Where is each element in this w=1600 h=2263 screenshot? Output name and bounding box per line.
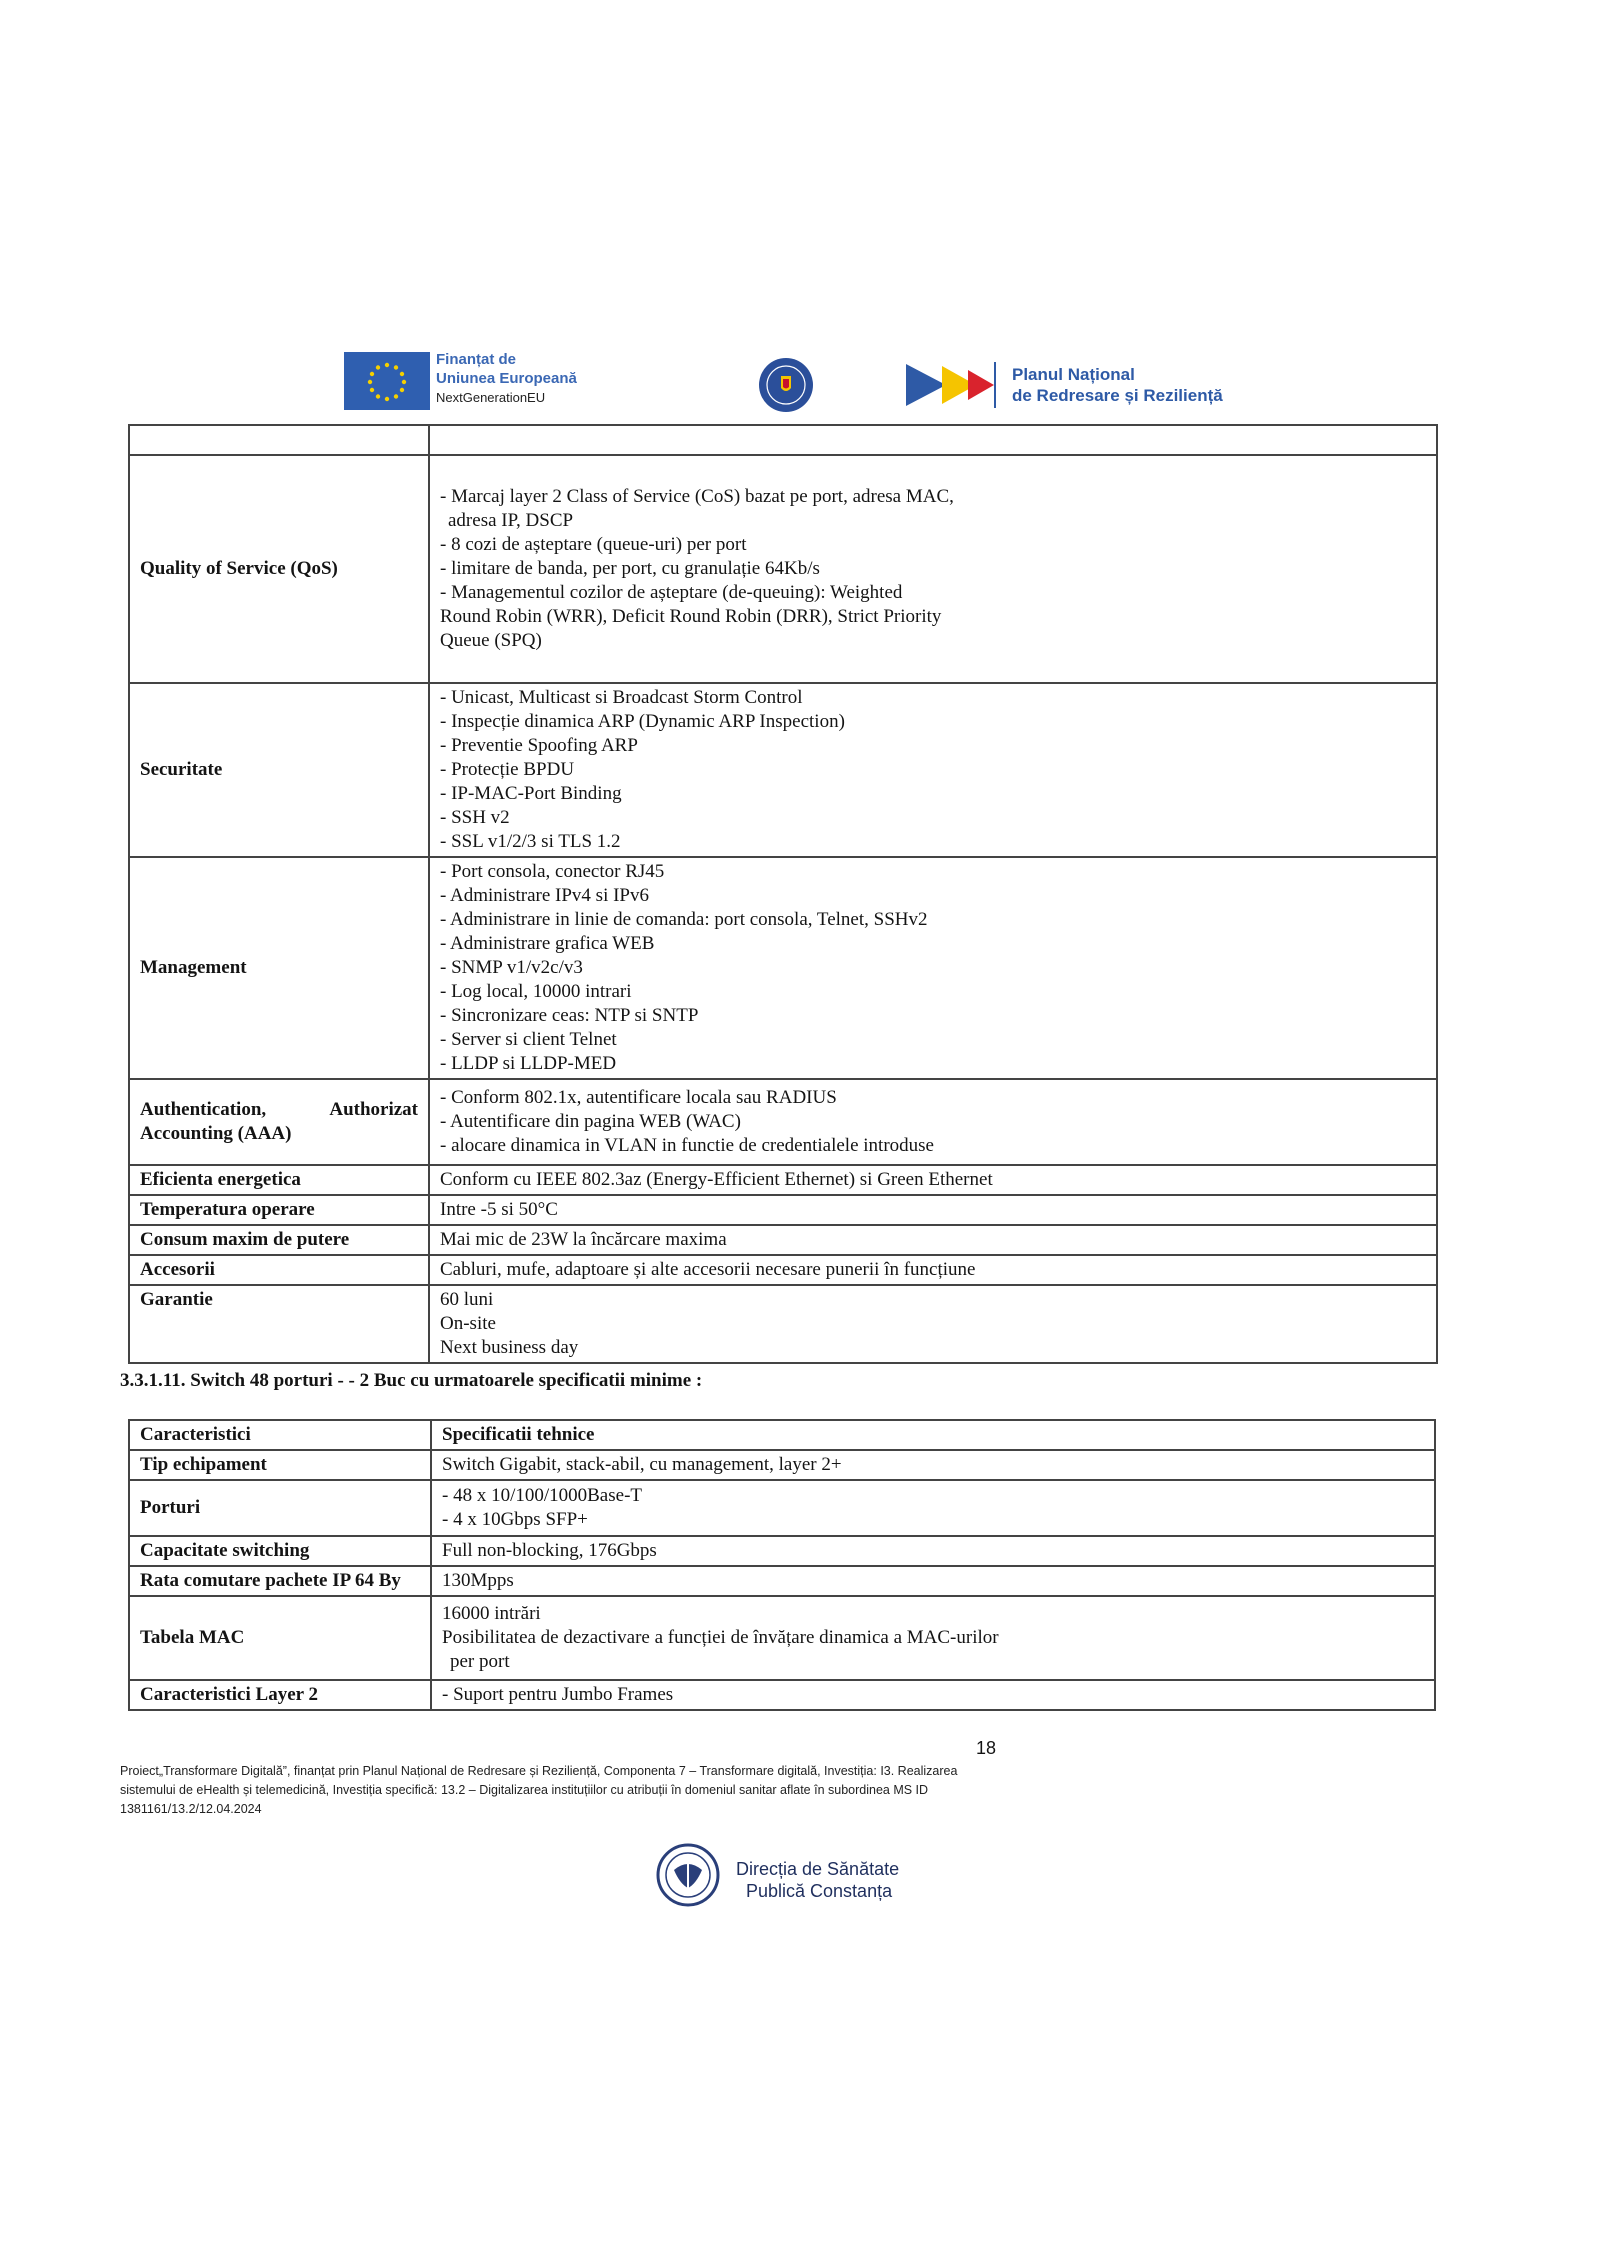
table-row (129, 425, 1437, 455)
value-line: - limitare de banda, per port, cu granulație 64Kb/s (440, 558, 820, 579)
row-label: Temperatura operare (129, 1195, 429, 1225)
value-line: - Suport pentru Jumbo Frames (442, 1684, 674, 1705)
value-line: - LLDP si LLDP-MED (440, 1053, 617, 1074)
value-line: per port (450, 1651, 510, 1672)
value-line: - SSL v1/2/3 si TLS 1.2 (440, 831, 621, 852)
table-row (129, 1450, 1435, 1480)
row-value (429, 1225, 1437, 1255)
value-line: Cabluri, mufe, adaptoare și alte accesorii necesare punerii în funcțiune (440, 1259, 976, 1280)
value-line: - alocare dinamica in VLAN in functie de credentialele introduse (440, 1135, 934, 1156)
header-logos (344, 350, 1224, 418)
eu-funding-text (436, 350, 577, 407)
row-value (429, 1255, 1437, 1285)
value-line: Intre -5 si 50°C (440, 1199, 558, 1220)
romanian-government-seal (759, 358, 813, 412)
row-label: Eficienta energetica (129, 1165, 429, 1195)
dsp-line2: Publică Constanța (746, 1881, 893, 1901)
dsp-line1: Direcția de Sănătate (736, 1859, 900, 1879)
value-line: On-site (440, 1313, 496, 1334)
pnrr-logo (906, 356, 998, 414)
row-value (429, 1195, 1437, 1225)
pnrr-line2: de Redresare și Reziliență (1012, 386, 1223, 405)
row-value (431, 1596, 1435, 1680)
row-label: Consum maxim de putere (129, 1225, 429, 1255)
switch-48-spec-table (128, 1419, 1436, 1711)
row-value (429, 455, 1437, 683)
value-line: - Unicast, Multicast si Broadcast Storm Control (440, 687, 803, 708)
row-label: Tabela MAC (129, 1596, 431, 1680)
value-line: Next business day (440, 1337, 579, 1358)
value-line: - Managementul cozilor de așteptare (de-queuing): Weighted (440, 582, 903, 603)
value-line: - Protecție BPDU (440, 759, 575, 780)
table-row (129, 1536, 1435, 1566)
value-line: Conform cu IEEE 802.3az (Energy-Efficient Ethernet) si Green Ethernet (440, 1169, 993, 1190)
value-line: Switch Gigabit, stack-abil, cu management, layer 2+ (442, 1454, 842, 1475)
table-row (129, 1680, 1435, 1710)
eu-line2: Uniunea Europeană (436, 370, 577, 387)
value-line: - Administrare grafica WEB (440, 933, 655, 954)
aaa-label-part3: Accounting (AAA) (140, 1123, 292, 1144)
table-header-row (129, 1420, 1435, 1450)
value-line: Posibilitatea de dezactivare a funcției de învățare dinamica a MAC-urilor (442, 1627, 999, 1648)
eu-line3: NextGenerationEU (436, 390, 546, 405)
value-line: - 48 x 10/100/1000Base-T (442, 1485, 643, 1506)
pnrr-line1: Planul Național (1012, 365, 1135, 384)
header-specificatii: Specificatii tehnice (431, 1420, 1435, 1450)
dsp-constanta-text (736, 1858, 899, 1902)
value-line: 16000 intrări (442, 1603, 541, 1624)
value-line: - IP-MAC-Port Binding (440, 783, 622, 804)
row-label: Accesorii (129, 1255, 429, 1285)
value-line: - Autentificare din pagina WEB (WAC) (440, 1111, 741, 1132)
row-value (431, 1680, 1435, 1710)
dsp-constanta-seal (650, 1842, 734, 1908)
aaa-label (129, 1079, 429, 1165)
table-row (129, 1225, 1437, 1255)
row-value (429, 857, 1437, 1079)
header-caracteristici: Caracteristici (129, 1420, 431, 1450)
table-row (129, 1195, 1437, 1225)
table-row (129, 1165, 1437, 1195)
value-line: 60 luni (440, 1289, 494, 1310)
table-row (129, 1079, 1437, 1165)
table-row (129, 1480, 1435, 1536)
page-number: 18 (976, 1738, 997, 1758)
table-row (129, 1596, 1435, 1680)
value-line: - Inspecție dinamica ARP (Dynamic ARP Inspection) (440, 711, 845, 732)
value-line: Round Robin (WRR), Deficit Round Robin (DRR), Strict Priority (440, 606, 942, 627)
value-line: - Preventie Spoofing ARP (440, 735, 638, 756)
row-label: Quality of Service (QoS) (129, 455, 429, 683)
row-label: Caracteristici Layer 2 (129, 1680, 431, 1710)
row-value (431, 1536, 1435, 1566)
row-label: Garantie (129, 1285, 429, 1363)
row-value (429, 425, 1437, 455)
eu-line1: Finanțat de (436, 351, 517, 368)
value-line: - Port consola, conector RJ45 (440, 861, 665, 882)
table-row (129, 1566, 1435, 1596)
aaa-label-part1: Authentication, (140, 1099, 267, 1120)
row-label: Tip echipament (129, 1450, 431, 1480)
value-line: - Conform 802.1x, autentificare locala sau RADIUS (440, 1087, 837, 1108)
value-line: Mai mic de 23W la încărcare maxima (440, 1229, 727, 1250)
row-value (431, 1566, 1435, 1596)
value-line: - Administrare IPv4 si IPv6 (440, 885, 649, 906)
value-line: - 4 x 10Gbps SFP+ (442, 1509, 588, 1530)
value-line: - Log local, 10000 intrari (440, 981, 632, 1002)
eu-flag-logo (344, 352, 430, 410)
table-row (129, 455, 1437, 683)
row-value (429, 1285, 1437, 1363)
row-label: Securitate (129, 683, 429, 857)
value-line: - Administrare in linie de comanda: port consola, Telnet, SSHv2 (440, 909, 928, 930)
row-value (431, 1450, 1435, 1480)
row-value (429, 1079, 1437, 1165)
table-row (129, 1285, 1437, 1363)
value-line: - Server si client Telnet (440, 1029, 617, 1050)
value-line: - SSH v2 (440, 807, 510, 828)
row-value (429, 683, 1437, 857)
value-line: adresa IP, DSCP (448, 510, 574, 531)
row-label: Capacitate switching (129, 1536, 431, 1566)
row-value (429, 1165, 1437, 1195)
value-line: - SNMP v1/v2c/v3 (440, 957, 583, 978)
section-heading: 3.3.1.11. Switch 48 porturi - - 2 Buc cu urmatoarele specificatii minime : (120, 1370, 703, 1391)
table-row (129, 683, 1437, 857)
value-line: 130Mpps (442, 1570, 514, 1591)
row-label: Management (129, 857, 429, 1079)
table-row (129, 857, 1437, 1079)
row-label (129, 425, 429, 455)
value-line: Queue (SPQ) (440, 630, 542, 651)
value-line: - Sincronizare ceas: NTP si SNTP (440, 1005, 699, 1026)
value-line: - 8 cozi de așteptare (queue-uri) per port (440, 534, 747, 555)
row-label: Rata comutare pachete IP 64 By (129, 1566, 431, 1596)
footer-project-text: Proiect„Transformare Digitală”, finanțat prin Planul Național de Redresare și Reziliență, Componenta 7 – Transformare digitală, Investiția: I3. Realizarea sistemului de eHealth și telemedicină, Investiția specifică: 13.2 – Digitalizarea instituțiilor cu atribuții în domeniul sanitar aflate în subordinea MS ID 1381161/13.2/12.04.2024 (120, 1764, 958, 1816)
aaa-label-part2: Authorizat (329, 1099, 418, 1120)
row-label: Porturi (129, 1480, 431, 1536)
value-line: - Marcaj layer 2 Class of Service (CoS) bazat pe port, adresa MAC, (440, 486, 954, 507)
spec-table-continued (128, 424, 1438, 1364)
row-value (431, 1480, 1435, 1536)
value-line: Full non-blocking, 176Gbps (442, 1540, 657, 1561)
table-row (129, 1255, 1437, 1285)
pnrr-text (1012, 364, 1223, 406)
